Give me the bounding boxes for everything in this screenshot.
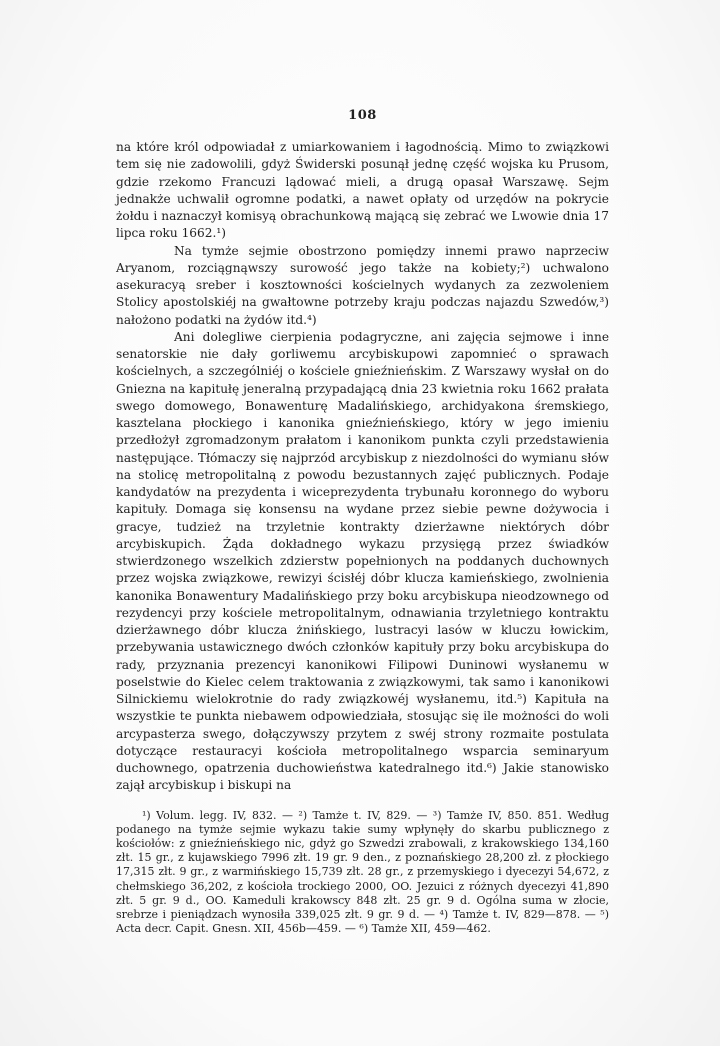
main-text bbox=[116, 139, 609, 795]
book-page bbox=[116, 108, 609, 936]
page-number: 108 bbox=[348, 108, 377, 123]
paragraph-2: Na tymże sejmie obostrzono pomiędzy innemi prawo naprzeciw Aryanom, rozciągnąwszy surowość jego także na kobiety;²) uchwalono asekuracyą sreber i kosztowności kościelnych wydanych za zezwoleniem Stolicy apostolskiéj na gwałtowne potrzeby kraju podczas najazdu Szwedów,³) nałożono podatki na żydów itd.⁴) bbox=[116, 243, 609, 327]
paragraph-3: Ani dolegliwe cierpienia podagryczne, ani zajęcia sejmowe i inne senatorskie nie dały gorliwemu arcybiskupowi zapomnieć o sprawach kościelnych, a szczególniéj o kościele gnieźnieńskim. Z Warszawy wysłał on do Gniezna na kapitułę jeneralną przypadającą dnia 23 kwietnia roku 1662 prałata swego domowego, Bonawenturę Madalińskiego, archidyakona śremskiego, kasztelana płockiego i kanonika gnieźnieńskiego, który w jego imieniu przedłożył zgromadzonym prałatom i kanonikom punkta czyli przedstawienia następujące. Tłómaczy się najprzód arcybiskup z niezdolności do wymianu słów na stolicę metropolitalną z powodu bezustannych zajęć publicznych. Podaje kandydatów na prezydenta i wiceprezydenta trybunału koronnego do wyboru kapituły. Domaga się konsensu na wydane przez siebie pewne dożywocia i gracye, tudzież na trzyletnie kontrakty dzierżawne niektórych dóbr arcybiskupich. Żąda dokładnego wykazu przysięgą przez świadków stwierdzonego wszelkich zdzierstw popełnionych na poddanych duchownych przez wojska związkowe, rewizyi ścisłéj dóbr klucza kamieńskiego, zwolnienia kanonika Bonawentury Madalińskiego przy boku arcybiskupa nieodzownego od rezydencyi przy kościele metropolitalnym, odnawiania trzyletniego kontraktu dzierżawnego dóbr klucza żnińskiego, lustracyi lasów w kluczu łowickim, przebywania ustawicznego dwóch członków kapituły przy boku arcybiskupa do rady, przyznania prezencyi kanonikowi Filipowi Duninowi wysłanemu w poselstwie do Kielec celem traktowania z związkowymi, tak samo i kanonikowi Silnickiemu wielokrotnie do rady związkowéj wysłanemu, itd.⁵) Kapituła na wszystkie te punkta niebawem odpowiedziała, stosując się ile możności do woli arcypasterza swego, dołączywszy przytem z swéj strony rozmaite postulata dotyczące restauracyi kościoła metropolitalnego wsparcia seminaryum duchownego, opatrzenia duchowieństwa katedralnego itd.⁶) Jakie stanowisko zajął arcybiskup i biskupi na bbox=[116, 329, 609, 793]
paragraph-1: na które król odpowiadał z umiarkowaniem i łagodnością. Mimo to związkowi tem się nie zadowolili, gdyż Świderski posunął jednę część wojska ku Prusom, gdzie rzekomo Francuzi lądować mieli, a drugą opasał Warszawę. Sejm jednakże uchwalił ogromne podatki, a nawet opłaty od urzędów na pokrycie żołdu i naznaczył komisyą obrachunkową mającą się zebrać we Lwowie dnia 17 lipca roku 1662.¹) bbox=[116, 140, 609, 241]
footnotes bbox=[116, 809, 609, 937]
footnotes-text: ¹) Volum. legg. IV, 832. — ²) Tamże t. IV, 829. — ³) Tamże IV, 850. 851. Według podanego na tymże sejmie wykazu takie sumy wpłynęły do skarbu publicznego z kościołów: z gnieźnieńskiego nic, gdyż go Szwedzi zrabowali, z krakowskiego 134,160 złt. 15 gr., z kujawskiego 7996 złt. 19 gr. 9 den., z poznańskiego 28,200 zł. z płockiego 17,315 złt. 9 gr., z warmińskiego 15,739 złt. 28 gr., z przemyskiego i dyecezyi 54,672, z chełmskiego 36,202, z kościoła trockiego 2000, OO. Jezuici z różnych dyecezyi 41,890 złt. 5 gr. 9 d., OO. Kameduli krakowscy 848 złt. 25 gr. 9 d. Ogólna suma w złocie, srebrze i pieniądzach wynosiła 339,025 złt. 9 gr. 9 d. — ⁴) Tamże t. IV, 829—878. — ⁵) Acta decr. Capit. Gnesn. XII, 456b—459. — ⁶) Tamże XII, 459—462. bbox=[116, 808, 609, 936]
